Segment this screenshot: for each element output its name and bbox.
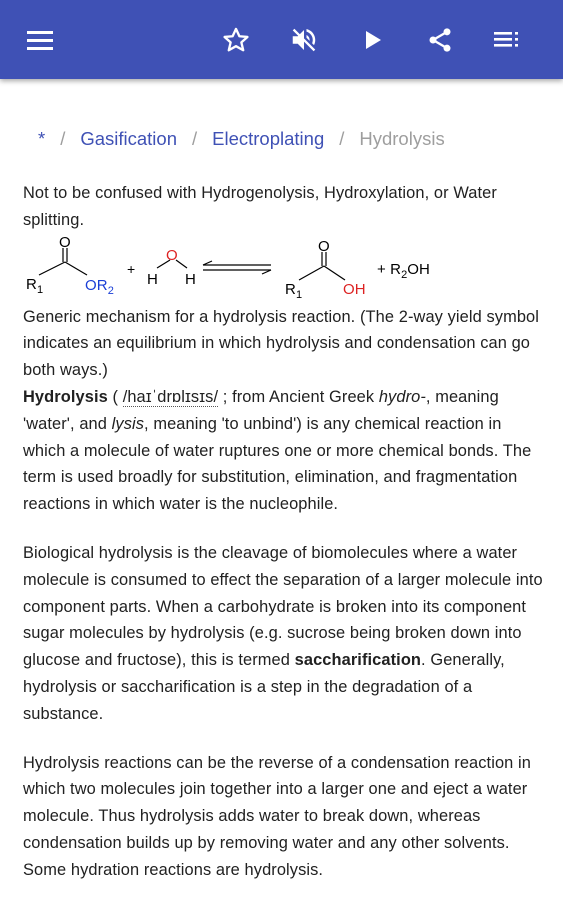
favorite-button[interactable] bbox=[214, 18, 258, 62]
contents-button[interactable] bbox=[485, 18, 529, 62]
share-icon bbox=[426, 26, 454, 54]
play-button[interactable] bbox=[351, 18, 395, 62]
figure-caption: Generic mechanism for a hydrolysis reaction. (The 2-way yield symbol indicates an equilibrium in which hydrolysis and condensation can go both ways.) bbox=[23, 307, 540, 380]
hatnote: Not to be confused with Hydrogenolysis, Hydroxylation, or Water splitting. bbox=[23, 184, 497, 229]
breadcrumb-separator: / bbox=[192, 128, 198, 149]
water-hydrogen: H bbox=[185, 270, 196, 288]
volume-off-icon bbox=[289, 25, 319, 55]
star-outline-icon bbox=[222, 26, 250, 54]
article-content bbox=[23, 180, 543, 884]
acid-r1: $R_1$ bbox=[285, 280, 303, 301]
acid-oh: OH bbox=[343, 280, 366, 298]
breadcrumb-separator: / bbox=[60, 128, 66, 149]
app-bar bbox=[0, 0, 563, 79]
paragraph-condensation: Hydrolysis reactions can be the reverse of a condensation reaction in which two molecules join together into a larger one and eject a water molecule. Thus hydrolysis adds water to break down, whereas condensation builds up by removing water and any other solvents. Some hydration reactions are hydrolysis. bbox=[23, 753, 531, 879]
paragraph-definition: Hydrolysis ( /haɪˈdrɒlɪsɪs/ ; from Ancient Greek hydro-, meaning 'water', and lysis, meaning 'to unbind') is any chemical reaction in which a molecule of water ruptures one or more chemical bonds. The term is used broadly for substitution, elimination, and fragmentation reactions in which water is the nucleophile. bbox=[23, 387, 532, 514]
acid-carbonyl-o: O bbox=[318, 237, 330, 255]
menu-button[interactable] bbox=[18, 18, 62, 62]
ester-carbonyl-o: O bbox=[59, 235, 71, 251]
playlist-icon bbox=[493, 28, 521, 52]
breadcrumb-item-gasification[interactable]: Gasification bbox=[80, 128, 177, 149]
ester-or2: $OR_2$ bbox=[85, 276, 114, 297]
breadcrumb-home[interactable]: * bbox=[38, 128, 46, 149]
menu-icon bbox=[26, 29, 54, 51]
alcohol-r2oh: + $R_2OH$ bbox=[377, 260, 430, 281]
breadcrumb-item-electroplating[interactable]: Electroplating bbox=[212, 128, 325, 149]
breadcrumb-separator: / bbox=[339, 128, 345, 149]
play-icon bbox=[362, 28, 384, 52]
water-hydrogen: H bbox=[147, 270, 158, 288]
water-oxygen: O bbox=[166, 246, 178, 264]
breadcrumb-current: Hydrolysis bbox=[359, 128, 445, 149]
pronunciation[interactable]: /haɪˈdrɒlɪsɪs/ bbox=[122, 387, 219, 406]
reaction-plus: + bbox=[127, 260, 136, 277]
paragraph-biological: Biological hydrolysis is the cleavage of biomolecules where a water molecule is consumed to effect the separation of a larger molecule into component parts. When a carbohydrate is broken into its component sugar molecules by hydrolysis (e.g. sucrose being broken down into glucose and fructose), this is termed saccharification. Generally, hydrolysis or saccharification is a step in the degradation of a substance. bbox=[23, 543, 543, 723]
mute-button[interactable] bbox=[282, 18, 326, 62]
ester-r1: $R_1$ bbox=[26, 275, 44, 296]
term-saccharification: saccharification bbox=[294, 651, 422, 670]
breadcrumb bbox=[38, 128, 445, 150]
reaction-diagram bbox=[23, 236, 453, 302]
term-hydrolysis: Hydrolysis bbox=[23, 387, 108, 406]
share-button[interactable] bbox=[418, 18, 462, 62]
